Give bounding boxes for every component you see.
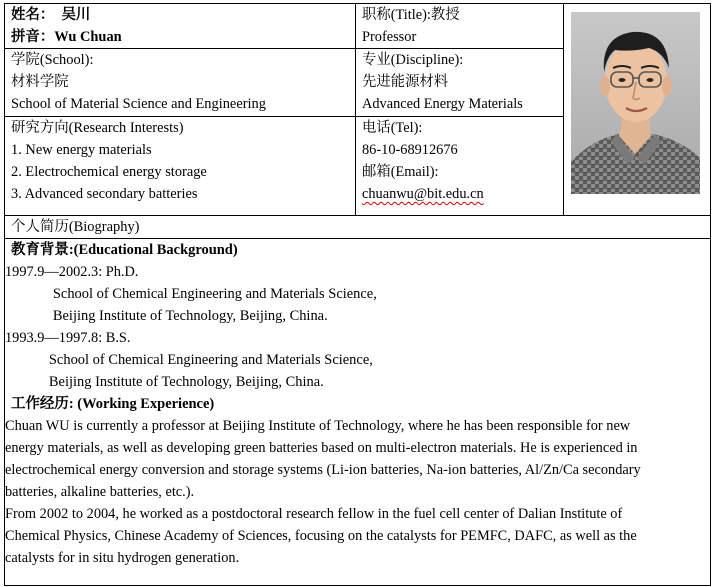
title-value: Professor — [362, 29, 417, 45]
portrait-illustration — [571, 12, 700, 194]
email-label: 邮箱(Email): — [362, 164, 439, 180]
school-label: 学院(School): — [11, 52, 94, 68]
school-cell — [5, 49, 355, 115]
education-2-dates: 1993.9—1997.8: B.S. — [5, 330, 131, 346]
name-label: 姓名： — [11, 7, 55, 23]
education-1-dates: 1997.9—2002.3: Ph.D. — [5, 264, 139, 280]
discipline-cell — [356, 49, 563, 115]
biography-content — [5, 239, 711, 569]
research-label: 研究方向(Research Interests) — [11, 120, 184, 136]
name-line — [11, 4, 353, 26]
work-paragraph-2-line-3: catalysts for in situ hydrogen generation. — [5, 550, 240, 566]
phone-label: 电话(Tel): — [362, 120, 423, 136]
title-cell — [356, 4, 563, 48]
work-paragraph-1-line-1: Chuan WU is currently a professor at Beijing Institute of Technology, where he has been responsible for new — [5, 418, 631, 434]
name-cell — [5, 4, 355, 48]
portrait-photo — [571, 12, 700, 194]
contact-cell — [356, 117, 563, 205]
pinyin-value: Wu Chuan — [54, 29, 122, 45]
research-item-1: 1. New energy materials — [11, 142, 152, 158]
work-paragraph-2-line-1: From 2002 to 2004, he worked as a postdoctoral research fellow in the fuel cell center of Dalian Institute of — [5, 506, 623, 522]
divider-vertical-2 — [563, 3, 564, 215]
biography-label: 个人简历(Biography) — [11, 219, 140, 235]
education-2-line-1: School of Chemical Engineering and Materials Science, — [48, 352, 373, 368]
school-value-en: School of Material Science and Engineering — [11, 96, 266, 112]
discipline-value-cn: 先进能源材料 — [362, 74, 449, 90]
name-value: 吴川 — [61, 7, 91, 23]
education-1-line-1: School of Chemical Engineering and Materials Science, — [52, 286, 377, 302]
discipline-label: 专业(Discipline): — [362, 52, 464, 68]
research-cell — [5, 117, 355, 205]
pinyin-label: 拼音： — [11, 29, 55, 45]
education-1-line-2: Beijing Institute of Technology, Beijing, China. — [52, 308, 328, 324]
school-value-cn: 材料学院 — [11, 74, 69, 90]
work-paragraph-1-line-3: electrochemical energy conversion and storage systems (Li-ion batteries, Na-ion batteries, Al/Zn/Ca secondary — [5, 462, 641, 478]
education-heading: 教育背景:(Educational Background) — [11, 242, 238, 258]
research-item-3: 3. Advanced secondary batteries — [11, 186, 198, 202]
email-link[interactable]: chuanwu@bit.edu.cn — [362, 186, 484, 202]
phone-value: 86-10-68912676 — [362, 142, 458, 158]
work-paragraph-1-line-2: energy materials, as well as developing green batteries based on multi-electron materials. He is experienced in — [5, 440, 638, 456]
discipline-value-en: Advanced Energy Materials — [362, 96, 523, 112]
pinyin-line — [11, 26, 353, 48]
work-heading: 工作经历: (Working Experience) — [11, 396, 215, 412]
title-label: 职称(Title):教授 — [362, 7, 460, 23]
education-2-line-2: Beijing Institute of Technology, Beijing, China. — [48, 374, 324, 390]
work-paragraph-2-line-2: Chemical Physics, Chinese Academy of Sciences, focusing on the catalysts for PEMFC, DAFC, as well as the — [5, 528, 637, 544]
work-paragraph-1-line-4: batteries, alkaline batteries, etc.). — [5, 484, 195, 500]
biography-label-cell — [5, 216, 711, 238]
research-item-2: 2. Electrochemical energy storage — [11, 164, 207, 180]
